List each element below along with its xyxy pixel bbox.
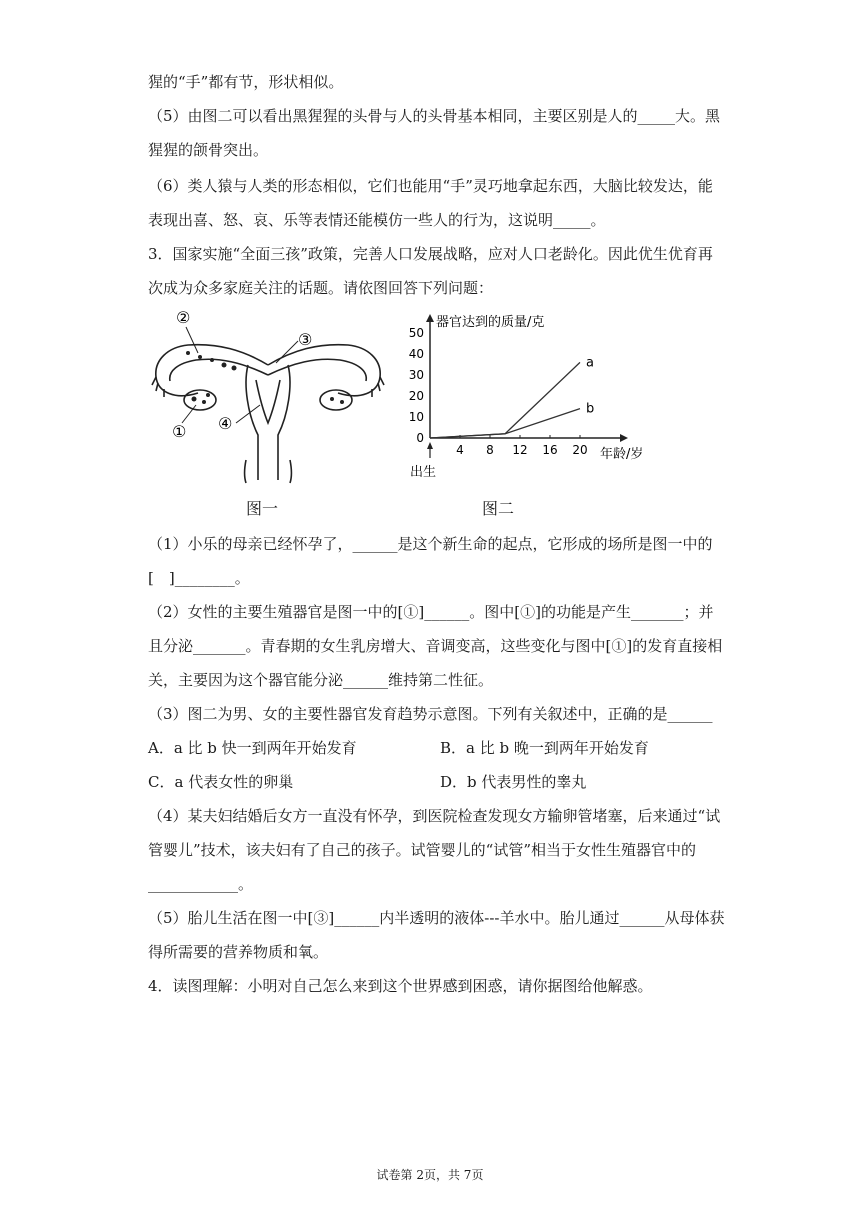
y-tick-label: 50 bbox=[408, 326, 424, 340]
y-tick-label: 10 bbox=[408, 410, 424, 424]
question-line: ____________。 bbox=[148, 875, 254, 893]
x-axis-arrow bbox=[620, 434, 628, 442]
chart-birth-label: 出生 bbox=[410, 465, 437, 478]
series-label-b: b bbox=[586, 401, 595, 417]
option-d[interactable]: D．b 代表男性的睾丸 bbox=[440, 773, 587, 791]
x-tick-label: 4 bbox=[456, 443, 464, 457]
series-line-a bbox=[430, 362, 580, 438]
question-line: [ ]________。 bbox=[148, 569, 250, 587]
y-axis-arrow bbox=[426, 314, 434, 322]
text-line: 3．国家实施“全面三孩”政策，完善人口发展战略，应对人口老龄化。因此优生优育再 bbox=[148, 245, 713, 263]
question-line: 管婴儿”技术，该夫妇有了自己的孩子。试管婴儿的“试管”相当于女性生殖器官中的 bbox=[148, 841, 697, 859]
label-2: ② bbox=[176, 308, 191, 327]
question-line: 得所需要的营养物质和氧。 bbox=[148, 943, 329, 961]
text-line: 猩猩的颌骨突出。 bbox=[148, 141, 269, 159]
question-line: （2）女性的主要生殖器官是图一中的[①]______。图中[①]的功能是产生_______；并 bbox=[148, 603, 714, 621]
chart-ylabel: 器官达到的质量/克 bbox=[436, 315, 545, 330]
y-tick-label: 40 bbox=[408, 347, 424, 361]
question-line: （4）某夫妇结婚后女方一直没有怀孕，到医院检查发现女方输卵管堵塞，后来通过“试 bbox=[148, 807, 721, 825]
text-line: （6）类人猿与人类的形态相似，它们也能用“手”灵巧地拿起东西，大脑比较发达，能 bbox=[148, 177, 713, 195]
x-tick-label: 16 bbox=[542, 443, 558, 457]
option-a[interactable]: A．a 比 b 快一到两年开始发育 bbox=[148, 739, 357, 757]
text-line: 次成为众多家庭关注的话题。请依图回答下列问题： bbox=[148, 279, 494, 297]
series-line-b bbox=[430, 409, 580, 438]
label-4: ④ bbox=[218, 414, 233, 433]
birth-arrow-head bbox=[427, 442, 433, 449]
series-label-a: a bbox=[586, 355, 594, 371]
text-line: 猩的“手”都有节，形状相似。 bbox=[148, 73, 344, 91]
option-c[interactable]: C．a 代表女性的卵巢 bbox=[148, 773, 294, 791]
text-line: 表现出喜、怒、哀、乐等表情还能模仿一些人的行为，这说明_____。 bbox=[148, 211, 606, 229]
question-line: 关，主要因为这个器官能分泌______维持第二性征。 bbox=[148, 671, 494, 689]
page-footer: 试卷第 2页，共 7页 bbox=[376, 1168, 484, 1182]
x-tick-label: 8 bbox=[486, 443, 494, 457]
question-line: （3）图二为男、女的主要性器官发育趋势示意图。下列有关叙述中，正确的是______ bbox=[148, 705, 713, 723]
question-line: （1）小乐的母亲已经怀孕了，______是这个新生命的起点，它形成的场所是图一中的 bbox=[148, 535, 713, 553]
text-line: （5）由图二可以看出黑猩猩的头骨与人的头骨基本相同，主要区别是人的_____大。黑 bbox=[148, 107, 721, 125]
question-line: 4．读图理解：小明对自己怎么来到这个世界感到困惑，请你据图给他解惑。 bbox=[148, 977, 653, 995]
label-3: ③ bbox=[298, 330, 313, 349]
option-b[interactable]: B．a 比 b 晚一到两年开始发育 bbox=[440, 739, 649, 757]
figure2-caption: 图二 bbox=[482, 499, 515, 518]
question-line: （5）胎儿生活在图一中[③]______内半透明的液体---羊水中。胎儿通过______从母体获 bbox=[148, 909, 725, 927]
y-tick-label: 0 bbox=[416, 431, 424, 445]
figure1-uterus-diagram bbox=[148, 305, 388, 485]
chart-xlabel: 年龄/岁 bbox=[600, 447, 644, 462]
y-tick-label: 30 bbox=[408, 368, 424, 382]
y-tick-label: 20 bbox=[408, 389, 424, 403]
figure2-growth-chart bbox=[396, 308, 646, 478]
x-tick-label: 20 bbox=[572, 443, 588, 457]
x-tick-label: 12 bbox=[512, 443, 528, 457]
figure1-caption: 图一 bbox=[246, 499, 279, 518]
label-1: ① bbox=[172, 422, 187, 441]
question-line: 且分泌_______。青春期的女生乳房增大、音调变高，这些变化与图中[①]的发育直接相 bbox=[148, 637, 723, 655]
